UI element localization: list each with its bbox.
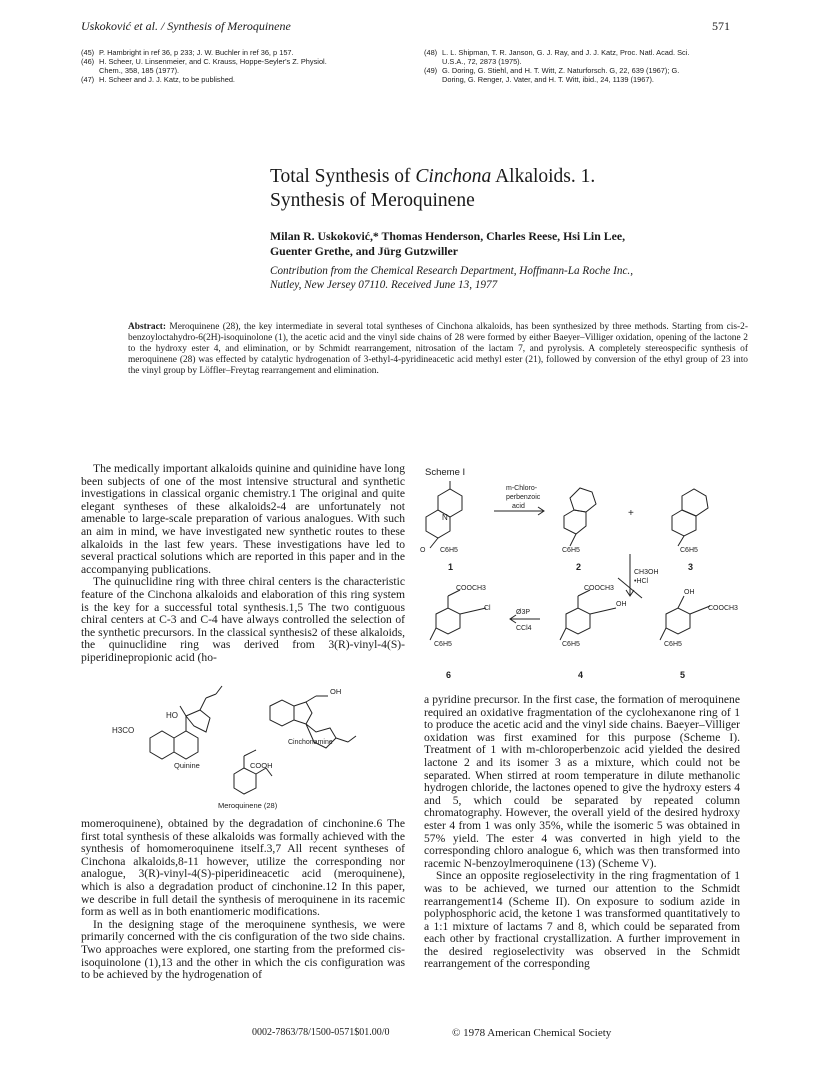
svg-text:O: O (420, 547, 426, 554)
reagent-text: CCl4 (516, 625, 532, 632)
page-number: 571 (712, 19, 730, 33)
paragraph: In the designing stage of the meroquinene synthesis, we were primarily concerned with the cis configuration of the two side chains. Two approaches were explored, one starting from the preformed cis-isoquinolone (1),13 and the other in which the cis configuration was to be achieved by the hydrogenation of (81, 917, 405, 982)
compound-number: 1 (448, 562, 454, 572)
compound-number: 3 (688, 562, 694, 572)
references-left (81, 48, 327, 84)
plus-sign: + (628, 508, 634, 519)
article-code: 0002-7863/78/1500-0571$01.00/0 (252, 1027, 390, 1038)
substituent-label: OH (616, 601, 627, 608)
compound-number: 5 (680, 670, 686, 680)
svg-text:N: N (442, 513, 448, 522)
abstract (128, 322, 748, 377)
substituent-label: C6H5 (562, 547, 580, 554)
reference-item: (47) H. Scheer and J. J. Katz, to be published. (81, 75, 235, 84)
substituent-label: C6H5 (680, 547, 698, 554)
references-right (424, 48, 689, 84)
reference-item: U.S.A., 72, 2873 (1975). (442, 57, 522, 66)
oh-label: OH (330, 687, 342, 696)
abstract-label: Abstract: (128, 322, 167, 332)
reference-item: Doring, G. Renger, J. Vater, and H. T. Witt, ibid., 24, 1139 (1967). (442, 75, 654, 84)
body-right (424, 694, 740, 971)
reference-item: (46) H. Scheer, U. Linsenmeier, and C. Krauss, Hoppe-Seyler's Z. Physiol. (81, 57, 327, 66)
substituent-label: COOCH3 (456, 585, 486, 592)
reagent-text: •HCl (634, 578, 649, 585)
substituent-label: Cl (484, 605, 491, 612)
paragraph: Since an opposite regioselectivity in the ring fragmentation of 1 was to be achieved, we turned our attention to the Schmidt rearrangement14 (Scheme II). On exposure to sodium azide in polyphosphoric acid, the ketone 1 was transformed quantitatively to a 1:1 mixture of lactams 7 and 8, which could be separated from each other by fractional crystallization. A further improvement in the desired regioselectivity was observed in the Schmidt rearrangement of the corresponding (424, 869, 740, 971)
compound-number: 2 (576, 562, 582, 572)
h3co-label: H3CO (112, 726, 135, 735)
substituent-label: COOCH3 (708, 605, 738, 612)
paragraph: momeroquinene), obtained by the degradation of cinchonine.6 The first total synthesis of these alkaloids was formally achieved with the synthesis of homomeroquinene itself.3,7 All recent syntheses of Cinchona alkaloids,8-11 however, utilize the corresponding nor analogue, 3(R)-vinyl-4(S)-piperidineacetic acid (meroquinene), which is also a degradation product of cinchonine.12 In this paper, we describe in full detail the synthesis of meroquinene in its racemic form as well as in both enantiomeric modifications. (81, 817, 405, 919)
compound-number: 4 (578, 670, 584, 680)
reagent-text: acid (512, 503, 525, 510)
reagent-text: perbenzoic (506, 494, 541, 501)
scheme-1-figure (420, 478, 760, 690)
cinchonamine-label: Cinchonamine (288, 739, 333, 746)
reference-item: (48) L. L. Shipman, T. R. Janson, G. J. Ray, and J. J. Katz, Proc. Natl. Acad. Sci. (424, 48, 690, 57)
ho-label: HO (166, 711, 178, 720)
abstract-text: Meroquinene (28), the key intermediate in several total syntheses of Cinchona alkaloids, has been synthesized by three methods. Starting from cis-2-benzoyloctahydro-6(2H)-isoquinolone (1), the acetic acid and the vinyl side chains of 28 were formed by either Baeyer–Villiger oxidation, opening of the lactone 2 to the hydroxy ester 4, and elimination, or by Schmidt rearrangement, nitrosation of the lactam 7, and pyrolysis. A completely stereospecific synthesis of meroquinene (28) was effected by catalytic hydrogenation of 3-ethyl-4-pyridineacetic acid methyl ester (21), followed by conversion of the ethyl group of 23 into the vinyl group by Löffler–Freytag rearrangement and elimination. (128, 322, 748, 376)
running-title: Uskoković et al. / Synthesis of Meroquinene (81, 19, 291, 33)
substituent-label: C6H5 (664, 641, 682, 648)
reference-item: Chem., 358, 185 (1977). (99, 66, 180, 75)
paragraph: a pyridine precursor. In the first case, the formation of meroquinene required an oxidative fragmentation of the cyclohexanone ring of 1 to produce the acetic acid and the vinyl side chains. Baeyer–Villiger oxidation was first examined for this purpose (Scheme I). Treatment of 1 with m-chloroperbenzoic acid yielded the desired lactone 2 and its isomer 3 as a mixture, which could not be separated. When stirred at room temperature in dilute methanolic hydrogen chloride, the lactones opened to give the hydroxy esters 4 and 5, which could be separated by repeated column chromatography. However, the overall yield of the desired hydroxy ester 4 from 1 was only 35%, while the isomeric 5 was obtained in 57% yield. The ester 4 was converted in high yield to the corresponding chloro analogue 6, which was then transformed into racemic N-benzoylmeroquinene (13) (Scheme V). (424, 693, 740, 870)
scheme-title: Scheme I (425, 467, 466, 478)
article-title: Total Synthesis of Cinchona Alkaloids. 1. Synthesis of Meroquinene (270, 166, 596, 211)
reagent-text: m-Chloro- (506, 485, 538, 492)
substituent-label: COOCH3 (584, 585, 614, 592)
cooh-label: COOH (250, 761, 273, 770)
affiliation: Contribution from the Chemical Research Department, Hoffmann-La Roche Inc., Nutley, New Jersey 07110. Received June 13, 1977 (270, 265, 634, 291)
alkaloid-structures-figure (110, 676, 370, 816)
reagent-text: Ø3P (516, 609, 531, 616)
paragraph: The medically important alkaloids quinine and quinidine have long been subjects of one of the most intensive structural and synthetic investigations in classical organic chemistry.1 The original and quite elegant syntheses of these alkaloids2-4 are unfortunately not amenable to large-scale preparation of various analogues. With such an aim in mind, we have investigated new synthetic routes to these alkaloids in the last few years. These investigations have led to several practical solutions which are reported in this paper and in the accompanying publications. (81, 462, 405, 576)
compound-number: 6 (446, 670, 452, 680)
body-left-lower (81, 818, 405, 982)
substituent-label: C6H5 (440, 547, 458, 554)
substituent-label: C6H5 (434, 641, 452, 648)
reference-item: (49) G. Doring, G. Stiehl, and H. T. Witt, Z. Naturforsch. G, 22, 639 (1967); G. (424, 66, 680, 75)
reagent-text: CH3OH (634, 569, 659, 576)
reference-item: (45) P. Hambright in ref 36, p 233; J. W. Buchler in ref 36, p 157. (81, 48, 294, 57)
body-left-upper (81, 463, 405, 665)
substituent-label: OH (684, 589, 695, 596)
paragraph: The quinuclidine ring with three chiral centers is the characteristic feature of the Cinchona alkaloids and elaboration of this ring system is the key for a successful total synthesis.1,5 The two contiguous chiral centers at C-3 and C-4 have always controlled the selection of the synthetic precursors. In the classical synthesis2 of these alkaloids, the quinuclidine ring was derived from 3(R)-vinyl-4(S)-piperidinepropionic acid (ho- (81, 575, 405, 664)
quinine-label: Quinine (174, 761, 200, 770)
author-list: Milan R. Uskoković,* Thomas Henderson, Charles Reese, Hsi Lin Lee, Guenter Grethe, and Jürg Gutzwiller (270, 229, 626, 258)
substituent-label: C6H5 (562, 641, 580, 648)
meroquinene-label: Meroquinene (28) (218, 801, 278, 810)
copyright: © 1978 American Chemical Society (452, 1027, 612, 1039)
